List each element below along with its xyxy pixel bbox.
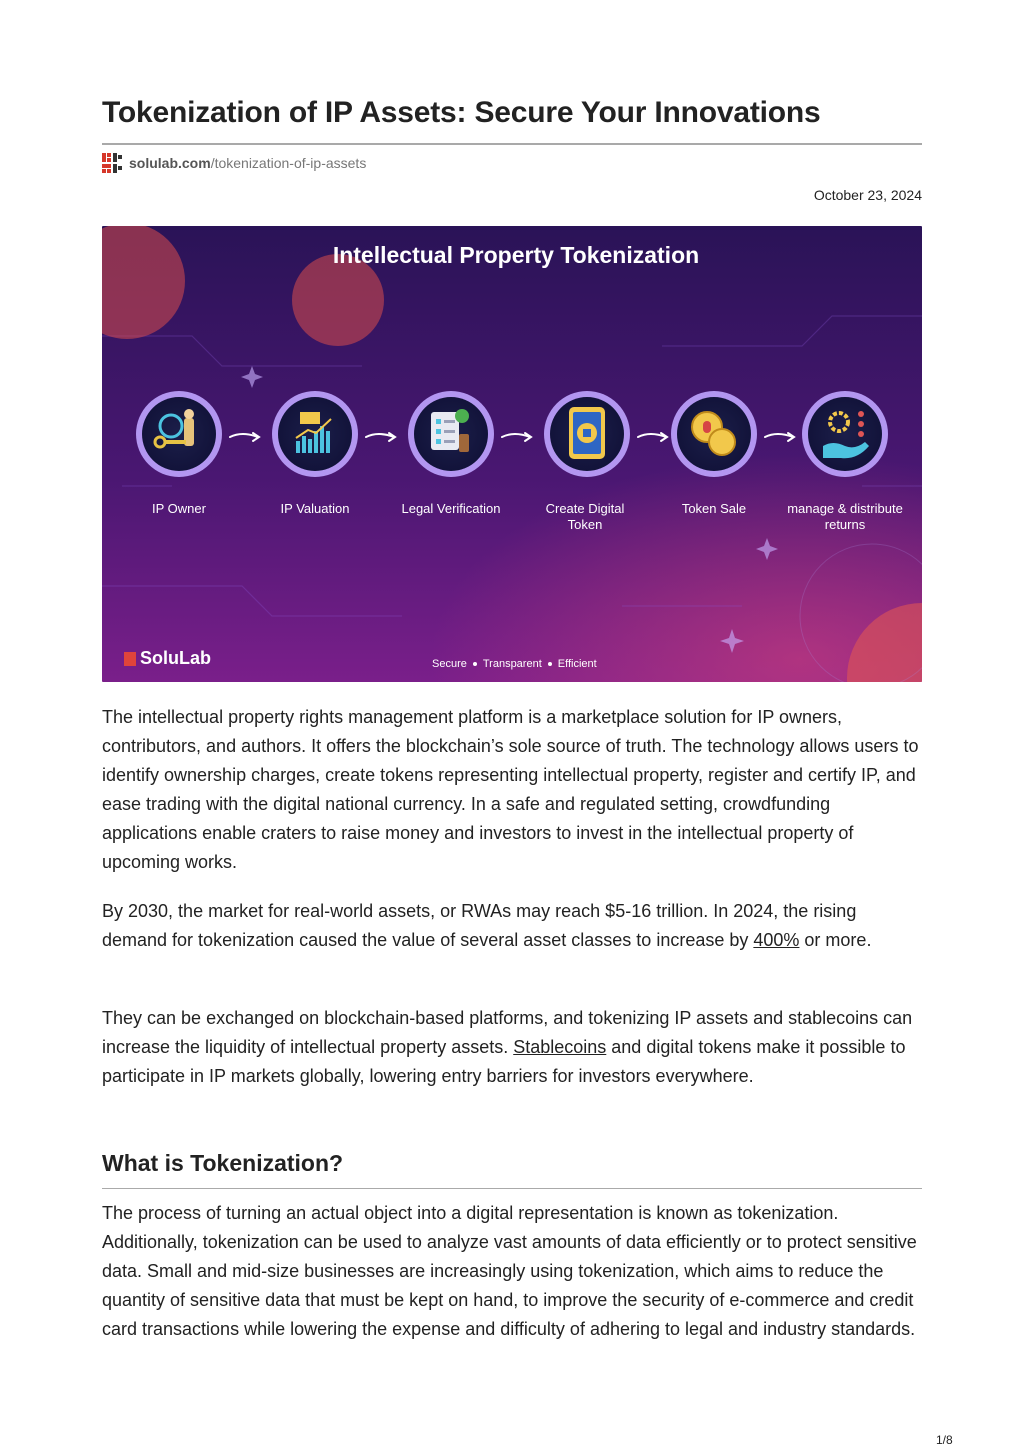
step-circle-ip-owner — [136, 391, 222, 477]
tagline-secure: Secure — [432, 658, 467, 670]
step-circle-legal-verification — [408, 391, 494, 477]
step-circle-token-sale — [671, 391, 757, 477]
step-label-token-sale: Token Sale — [681, 501, 747, 516]
section-divider — [102, 1188, 922, 1189]
solulab-brand-icon — [124, 652, 136, 666]
title-divider — [102, 143, 922, 145]
publish-date: October 23, 2024 — [813, 187, 922, 203]
source-link[interactable] — [102, 153, 366, 173]
step-label-legal-verification: Legal Verification — [401, 501, 501, 516]
link-stablecoins[interactable]: Stablecoins — [513, 1037, 607, 1057]
paragraph-liquidity: They can be exchanged on blockchain-based platforms, and tokenizing IP assets and stablecoins can increase the liquidity of intellectual property assets. Stablecoins and digital tokens make it possible to participate in IP markets globally, lowering entry barriers for investors everywhere. — [102, 1008, 913, 1086]
hero-brand — [124, 648, 211, 669]
hero-title: Intellectual Property Tokenization — [332, 242, 700, 268]
paragraph-intro: The intellectual property rights management platform is a marketplace solution for IP owners, contributors, and authors. It offers the blockchain’s sole source of truth. The technology allows users to identify ownership charges, create tokens representing intellectual property, register and certify IP, and ease trading with the digital national currency. In a safe and regulated setting, crowdfunding applications enable craters to raise money and investors to invest in the intellectual property of upcoming works. — [102, 707, 919, 872]
paragraph-rwa-market: By 2030, the market for real-world assets, or RWAs may reach $5-16 trillion. In 2024, the rising demand for tokenization caused the value of several asset classes to increase by 400% or more. — [102, 901, 872, 950]
solulab-logo-icon — [102, 153, 124, 173]
link-400-percent[interactable]: 400% — [753, 930, 800, 950]
page-number: 1/8 — [936, 1433, 953, 1447]
brand-name: SoluLab — [140, 648, 211, 668]
bullet-dot-icon — [548, 662, 552, 666]
paragraph-what-is-tokenization: The process of turning an actual object into a digital representation is known as tokenization. Additionally, tokenization can be used to analyze vast amounts of data efficiently or to protect sensitive data. Small and mid-size businesses are increasingly using tokenization, which aims to reduce the quantity of sensitive data that must be kept on hand, to improve the security of e-commerce and credit card transactions while lowering the expense and difficulty of adhering to legal and industry standards. — [102, 1203, 917, 1339]
step-label-ip-valuation: IP Valuation — [280, 501, 350, 516]
page-title: Tokenization of IP Assets: Secure Your Innovations — [102, 96, 821, 129]
step-label-ip-owner: IP Owner — [152, 501, 206, 516]
step-circle-manage-returns — [802, 391, 888, 477]
step-label-create-token: Create Digital Token — [545, 501, 625, 532]
section-heading: What is Tokenization? — [102, 1150, 344, 1176]
source-domain[interactable]: solulab.com — [129, 155, 211, 171]
source-path[interactable]: /tokenization-of-ip-assets — [210, 155, 367, 171]
step-circle-ip-valuation — [272, 391, 358, 477]
step-circle-create-token — [544, 391, 630, 477]
tagline-transparent: Transparent — [482, 658, 542, 670]
hero-background — [102, 226, 922, 682]
hero-tagline — [432, 658, 597, 670]
hero-image — [102, 226, 922, 682]
step-label-manage-returns: manage & distribute returns — [787, 501, 903, 532]
bullet-dot-icon — [473, 662, 477, 666]
tagline-efficient: Efficient — [557, 658, 597, 670]
